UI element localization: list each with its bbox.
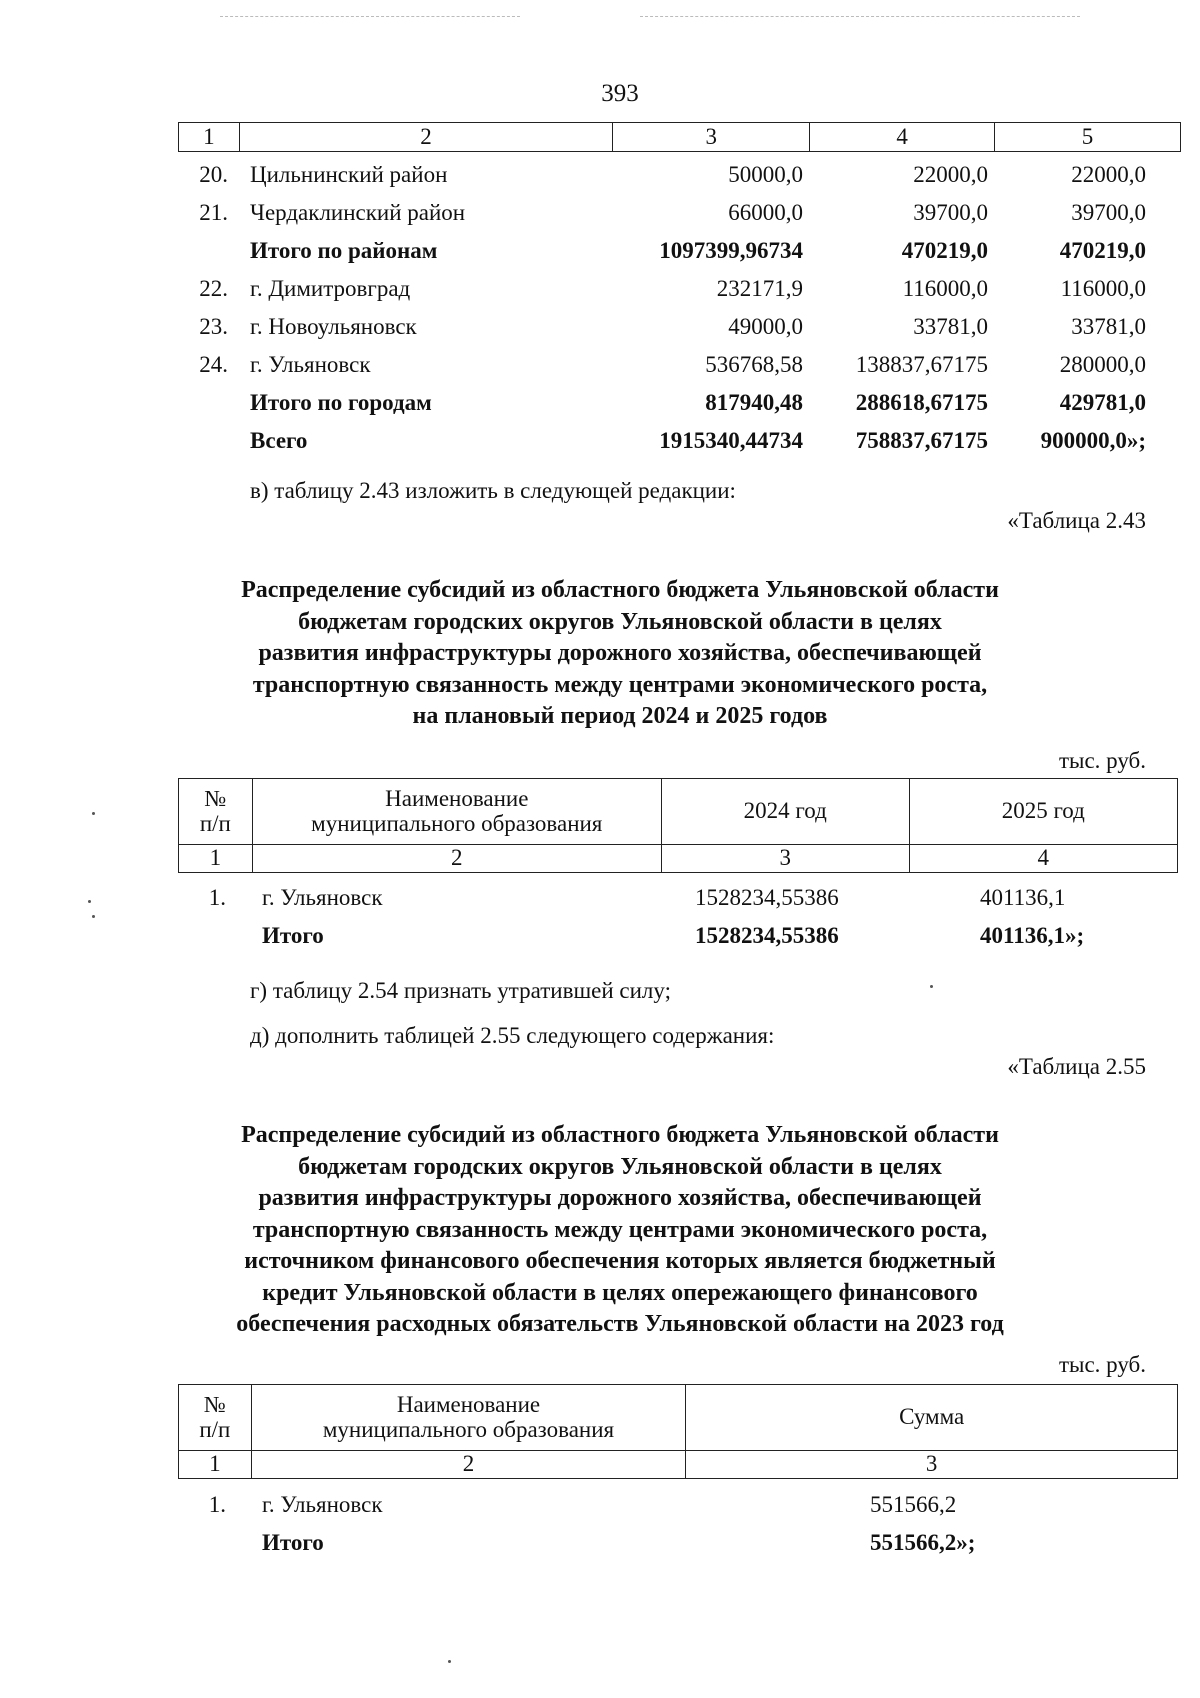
table2-header [178, 778, 1178, 873]
header-text: № [204, 786, 227, 812]
row-value-col3: 1915340,44734 [659, 428, 803, 453]
row-value-col4: 116000,0 [902, 276, 988, 301]
title-line: развития инфраструктуры дорожного хозяйства, обеспечивающей [258, 640, 982, 666]
table-title-2-43 [160, 575, 1080, 733]
row-name: г. Ульяновск [262, 885, 383, 910]
row-value-col3: 232171,9 [716, 276, 803, 301]
row-value-col5: 116000,0 [1060, 276, 1146, 301]
table-caption-2-55: «Таблица 2.55 [1007, 1054, 1146, 1079]
row-name: Чердаклинский район [250, 200, 466, 225]
paragraph-d: д) дополнить таблицей 2.55 следующего содержания: [250, 1023, 775, 1048]
row-value-2025: 401136,1 [980, 885, 1066, 910]
table1-col-1: 1 [179, 123, 240, 152]
scan-speck [448, 1660, 451, 1663]
row-number: 1. [208, 1492, 226, 1517]
table3-col-name [251, 1385, 686, 1451]
table3-col-sum: Сумма [686, 1385, 1178, 1451]
row-value-col3: 50000,0 [728, 162, 803, 187]
title-line: Распределение субсидий из областного бюджета Ульяновской области [241, 577, 999, 603]
scan-speck [930, 985, 933, 988]
row-value-col3: 817940,48 [705, 390, 803, 415]
title-line: транспортную связанность между центрами экономического роста, [252, 671, 988, 698]
row-value-col5: 900000,0»; [1040, 428, 1146, 453]
row-value-col3: 536768,58 [705, 352, 803, 377]
table2-col-2025: 2025 год [909, 779, 1177, 845]
row-value-col4: 39700,0 [913, 200, 988, 225]
header-text: Наименование [396, 1392, 541, 1418]
paragraph-g: г) таблицу 2.54 признать утратившей силу; [250, 978, 671, 1003]
row-value-col4: 288618,67175 [855, 390, 988, 415]
table1-col-3: 3 [613, 123, 810, 152]
table3-num-1: 1 [179, 1451, 252, 1479]
row-name: Всего [250, 428, 308, 453]
row-value-col4: 758837,67175 [855, 428, 988, 453]
header-text: муниципального образования [322, 1416, 615, 1442]
row-number: 21. [199, 200, 228, 225]
table3-num-3: 3 [686, 1451, 1178, 1479]
header-text: Наименование [385, 786, 529, 812]
row-value-sum: 551566,2»; [870, 1530, 976, 1555]
row-value-col5: 470219,0 [1059, 238, 1146, 263]
row-value-col4: 470219,0 [901, 238, 988, 263]
row-value-col3: 49000,0 [728, 314, 803, 339]
table2-col-name [252, 779, 661, 845]
title-line: обеспечения расходных обязательств Ульяновской области на 2023 год [236, 1311, 1004, 1337]
paragraph-v: в) таблицу 2.43 изложить в следующей редакции: [250, 478, 736, 503]
row-value-col5: 429781,0 [1059, 390, 1146, 415]
scan-line [220, 16, 520, 18]
table3-col-no [179, 1385, 252, 1451]
row-name: Итого по городам [250, 390, 432, 415]
table1-col-5: 5 [995, 123, 1181, 152]
row-value-col3: 1097399,96734 [659, 238, 803, 263]
units-label: тыс. руб. [1058, 748, 1146, 773]
title-line: Распределение субсидий из областного бюджета Ульяновской области [241, 1122, 999, 1148]
table-title-2-55 [160, 1120, 1080, 1341]
table1-col-2: 2 [239, 123, 613, 152]
title-line: на плановый период 2024 и 2025 годов [412, 703, 828, 729]
header-text: муниципального образования [311, 810, 603, 836]
row-number: 22. [199, 276, 228, 301]
row-value-col4: 33781,0 [913, 314, 988, 339]
row-value-2024: 1528234,55386 [695, 923, 839, 948]
table2-num-3: 3 [661, 845, 909, 873]
units-label: тыс. руб. [1058, 1352, 1146, 1377]
row-value-2024: 1528234,55386 [695, 885, 839, 910]
row-number: 23. [199, 314, 228, 339]
scan-speck [92, 812, 95, 815]
row-value-col5: 22000,0 [1071, 162, 1146, 187]
table3-header [178, 1384, 1178, 1479]
row-value-2025: 401136,1»; [980, 923, 1085, 948]
row-value-col3: 66000,0 [728, 200, 803, 225]
row-name: г. Ульяновск [250, 352, 371, 377]
title-line: развития инфраструктуры дорожного хозяйства, обеспечивающей [258, 1185, 982, 1211]
row-name: г. Димитровград [250, 276, 411, 301]
row-value-sum: 551566,2 [870, 1492, 957, 1517]
row-value-col4: 138837,67175 [855, 352, 988, 377]
page-number: 393 [601, 80, 639, 107]
row-name: Итого [262, 923, 324, 948]
header-text: п/п [199, 810, 231, 836]
title-line: бюджетам городских округов Ульяновской области в целях [298, 1153, 942, 1180]
table-caption-2-43: «Таблица 2.43 [1007, 508, 1146, 533]
table2-col-no [179, 779, 253, 845]
table1-header [178, 122, 1181, 152]
row-value-col5: 280000,0 [1059, 352, 1146, 377]
row-name: г. Ульяновск [262, 1492, 383, 1517]
title-line: источником финансового обеспечения которых является бюджетный [244, 1248, 996, 1274]
table2-num-1: 1 [179, 845, 253, 873]
title-line: транспортную связанность между центрами экономического роста, [252, 1216, 988, 1243]
header-text: п/п [199, 1416, 231, 1442]
table2-num-4: 4 [909, 845, 1177, 873]
row-name: г. Новоульяновск [250, 314, 417, 339]
table2-num-2: 2 [252, 845, 661, 873]
title-line: кредит Ульяновской области в целях опережающего финансового [262, 1279, 978, 1306]
table3-num-2: 2 [251, 1451, 686, 1479]
scan-line [640, 16, 1080, 18]
table2-col-2024: 2024 год [661, 779, 909, 845]
row-name: Итого по районам [250, 238, 438, 263]
row-number: 24. [199, 352, 228, 377]
title-line: бюджетам городских округов Ульяновской области в целях [298, 608, 942, 635]
row-number: 20. [199, 162, 228, 187]
row-value-col5: 39700,0 [1071, 200, 1146, 225]
scan-speck [88, 900, 91, 903]
table1-col-4: 4 [810, 123, 995, 152]
header-text: № [203, 1392, 226, 1418]
row-value-col4: 22000,0 [913, 162, 988, 187]
scan-speck [92, 915, 95, 918]
row-name: Цильнинский район [250, 162, 448, 187]
row-value-col5: 33781,0 [1071, 314, 1146, 339]
row-number: 1. [208, 885, 226, 910]
row-name: Итого [262, 1530, 324, 1555]
